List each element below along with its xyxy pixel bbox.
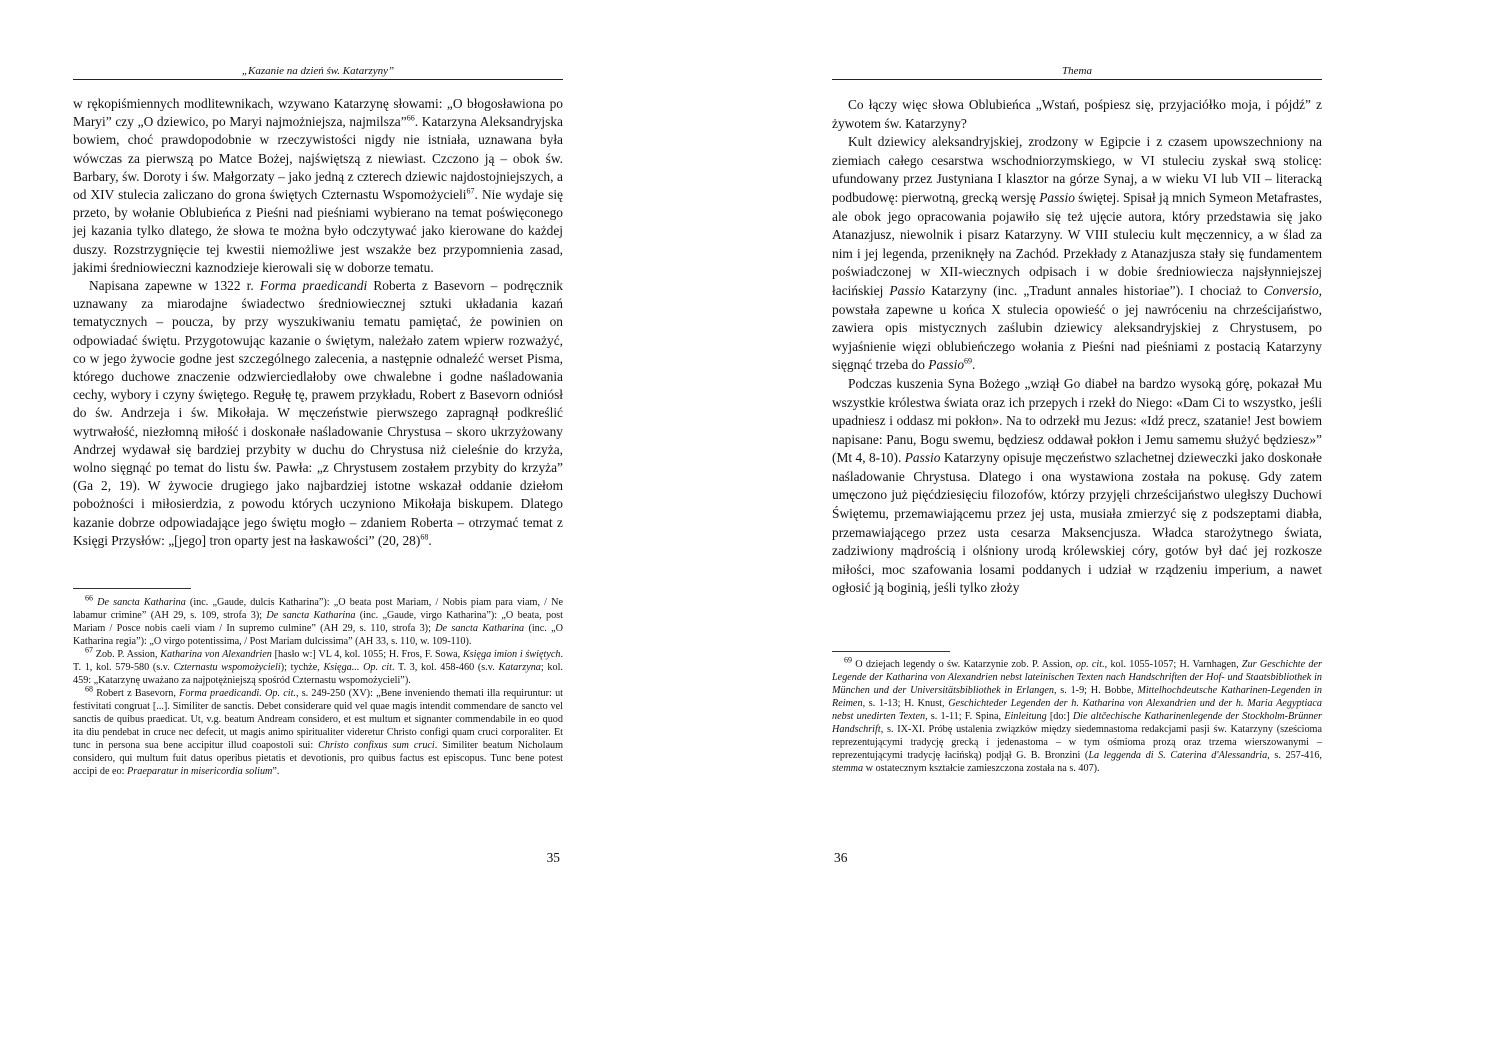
running-header: „Kazanie na dzień św. Katarzyny” [241, 65, 395, 77]
paragraph: Napisana zapewne w 1322 r. Forma praedicandi Roberta z Basevorn – podręcznik uznawany za miarodajne świadectwo średniowiecznej sztuki układania kazań tematycznych – poucza, by przy wyszukiwaniu tematu pamiętać, że powinien on odpowiadać świętu. Przygotowując kazanie o świętym, należało zatem wpierw rozważyć, co w jego żywocie godne jest szczególnego zalecenia, a następnie odnaleźć werset Pisma, którego duchowe znaczenie odzwierciedlałoby owe chwalebne i godne naśladowania cechy, wybory i czyny świętego. Regułę tę, prawem przykładu, Robert z Basevorn odniósł do św. Andrzeja i św. Mikołaja. W męczeństwie pierwszego zapragnął podkreślić wytrwałość, niezłomną miłość i doskonałe naśladowanie Chrystusa – skoro ukrzyżowany Andrzej wydawał się bardziej przybity w duchu do Chrystusa niż cieleśnie do krzyża, wolno sięgnąć po temat do listu św. Pawła: „z Chrystusem zostałem przybity do krzyża” (Ga 2, 19). W żywocie drugiego jako najbardziej istotne wskazał oddanie dziełom pobożności i miłosierdzia, z powodu których uczyniono Mikołaja biskupem. Dlatego kazanie dobrze odpowiadające jego świętu mogło – zdaniem Roberta – otrzymać temat z Księgi Przysłów: „[jego] tron oparty jest na łaskawości” (20, 28)$^{68}$. [73, 278, 563, 548]
paragraph: Kult dziewicy aleksandryjskiej, zrodzony w Egipcie i z czasem upowszechniony na ziemiach całego cesarstwa wschodniorzymskiego, w VI stuleciu zyskał swą stolicę: ufundowany przez Justyniana I klasztor na górze Synaj, a w wieku VI lub VII – literacką podbudowę: pierwotną, grecką wersję Passio świętej. Spisał ją mnich Symeon Metafrastes, ale obok jego opracowania pojawiło się też ujęcie autora, który przedstawia się jako Atanazjusz, niewolnik i pisarz Katarzyny. W VIII stuleciu kult męczennicy, a w ślad za nim i jej legenda, przeniknęły na Zachód. Przekłady z Atanazjusza stały się fundamentem poświadczonej w XII-wiecznych odpisach i w dobie średniowiecza najsłynniejszej łacińskiej Passio Katarzyny (inc. „Tradunt annales historiae”). I chociaż to Conversio, powstała zapewne u końca X stulecia opowieść o jej nawróceniu na chrześcijaństwo, zawiera opis mistycznych zaślubin dziewicy aleksandryjskiej z Chrystusem, po wyjaśnienie więzi oblubieńczego wołania z Pieśni nad pieśniami z postacią Katarzyny sięgnąć trzeba do Passio$^{69}$. [832, 134, 1322, 373]
page-number: 35 [546, 850, 560, 865]
footnote-ref: 66 [406, 113, 415, 123]
footnote-rule [73, 588, 191, 589]
footnote-68: $^{68}$ Robert z Basevorn, Forma praedicandi. Op. cit., s. 249-250 (XV): „Bene inveniendo themati illa requiruntur: ut festivitati congruat [...]. Similiter de sanctis. Debet considerare quid vel quae magis intendit commendare de sancto vel sanctis de quibus praedicat. Ut, v.g. beatum Andream considero, et est multum et signanter commendabile in eo quod ita diu pendebat in cruce nec defecit, ut magis animo spiritualiter videretur Christo configi quam cruci corporaliter. Et tunc in persona sua bene accipitur illud coapostoli sui: Christo confixus sum cruci. Similiter beatum Nicholaum considero, qui multum fuit datus operibus pietatis et devotionis, pro quibus factus est episcopus. Tunc bene potest accipi de eo: Praeparatur in misericordia solium”. [73, 684, 563, 777]
footnote-ref: 67 [466, 186, 475, 196]
footnote-69: $^{69}$ O dziejach legendy o św. Katarzynie zob. P. Assion, op. cit., kol. 1055-1057; H. Varnhagen, Zur Geschichte der Legende der Katharina von Alexandrien nebst lateinischen Texten nach Handschriften der Hof- und Staatsbibliothek in München und der Universitätsbibliothek in Erlangen, s. 1-9; H. Bobbe, Mittelhochdeutsche Katharinen-Legenden in Reimen, s. 1-13; H. Knust, Geschichteder Legenden der h. Katharina von Alexandrien und der h. Maria Aegyptiaca nebst unedirten Texten, s. 1-11; F. Spina, Einleitung [do:] Die altčechische Katharinenlegende der Stockholm-Brünner Handschrift, s. IX-XI. Próbę ustalenia związków między siedemnastoma redakcjami pasji św. Katarzyny (sześcioma reprezentującymi tradycję grecką i jedenastoma – w tym ośmioma prozą oraz trzema wierszowanymi – reprezentującymi tradycję łacińską) podjął G. B. Bronzini (La leggenda di S. Caterina d'Alessandria, s. 257-416, stemma w ostatecznym kształcie zamieszczona została na s. 407). [832, 655, 1323, 774]
footnote-ref: 68 [420, 532, 429, 542]
footnote-66: $^{66}$ De sancta Katharina (inc. „Gaude, dulcis Katharina”): „O beata post Mariam, / Nobis piam para viam, / Ne labamur crimine” (AH 29, s. 109, strofa 3); De sancta Katharina (inc. „Gaude, virgo Katharina”): „O beata, post Mariam / Posce nobis caeli viam / In supremo culmine” (AH 29, s. 110, strofa 3); De sancta Katharina (inc. „O Katharina regia”): „O virgo potentissima, / Post Mariam dulcissima” (AH 33, s. 110, w. 109-110). [73, 593, 563, 647]
body-text [73, 95, 563, 550]
header-rule [832, 79, 1322, 80]
paragraph: Co łączy więc słowa Oblubieńca „Wstań, pośpiesz się, przyjaciółko moja, i pójdź” z żywotem św. Katarzyny? [832, 97, 1322, 131]
footnote-rule [832, 651, 950, 652]
footnote-67: $^{67}$ Zob. P. Assion, Katharina von Alexandrien [hasło w:] VL 4, kol. 1055; H. Fros, F. Sowa, Księga imion i świętych. T. 1, kol. 579-580 (s.v. Czternastu wspomożycieli); tychże, Księga... Op. cit. T. 3, kol. 458-460 (s.v. Katarzyna; kol. 459: „Katarzynę uważano za najpotężniejszą spośród Czternastu wspomożycieli”). [73, 645, 564, 686]
body-text [832, 96, 1322, 598]
paragraph: w rękopiśmiennych modlitewnikach, wzywano Katarzynę słowami: „O błogosławiona po Maryi” czy „O dziewico, po Maryi najmożniejsza, najmilsza”$^{66}$. Katarzyna Aleksandryjska bowiem, choć prawdopodobnie w rzeczywistości nigdy nie istniała, uznawana była wówczas za pierwszą po Matce Bożej, najświętszą z niewiast. Czczono ją – obok św. Barbary, św. Doroty i św. Małgorzaty – jako jedną z czterech dziewic najdostojniejszych, a od XIV stulecia zaliczano do grona świętych Czternastu Wspomożycieli$^{67}$. Nie wydaje się przeto, by wołanie Oblubieńca z Pieśni nad pieśniami wybierano na temat poświęconego jej kazania tylko dlatego, że słowa te można było odczytywać jako kierowane do każdej duszy. Rozstrzygnięcie tej kwestii niemożliwe jest wszakże bez przypomnienia zasad, jakimi średniowieczni kaznodzieje kierowali się w doborze tematu. [73, 96, 563, 275]
footnote-ref: 69 [964, 356, 973, 366]
page-number: 36 [834, 850, 848, 865]
footnotes [832, 655, 1323, 775]
running-header: Thema [1062, 65, 1092, 77]
header-rule [73, 79, 563, 80]
footnotes [73, 593, 564, 778]
paragraph: Podczas kuszenia Syna Bożego „wziął Go diabeł na bardzo wysoką górę, pokazał Mu wszystkie królestwa świata oraz ich przepych i rzekł do Niego: «Dam Ci to wszystko, jeśli upadniesz i oddasz mi pokłon». Na to odrzekł mu Jezus: «Idź precz, szatanie! Jest bowiem napisane: Panu, Bogu swemu, będziesz oddawał pokłon i Jemu samemu służyć będziesz»” (Mt 4, 8-10). Passio Katarzyny opisuje męczeństwo szlachetnej dzieweczki jako doskonałe naśladowanie Chrystusa. Dlatego i ona wystawiona została na pokusę. Gdy zatem umęczono już pięćdziesięciu filozofów, którzy przyjęli chrześcijaństwo uległszy Duchowi Świętemu, przemawiającemu przez jej usta, musiała zmierzyć się z podszeptami diabła, przemawiającego przez usta cesarza Maksencjusza. Władca starożytnego świata, zadziwiony mądrością i olśniony urodą królewskiej córy, gotów był dać jej rozkosze miłości, moc szafowania losami poddanych i udział w rządzeniu imperium, a nawet ogłosić ją boginią, jeśli tylko złoży [832, 375, 1322, 596]
